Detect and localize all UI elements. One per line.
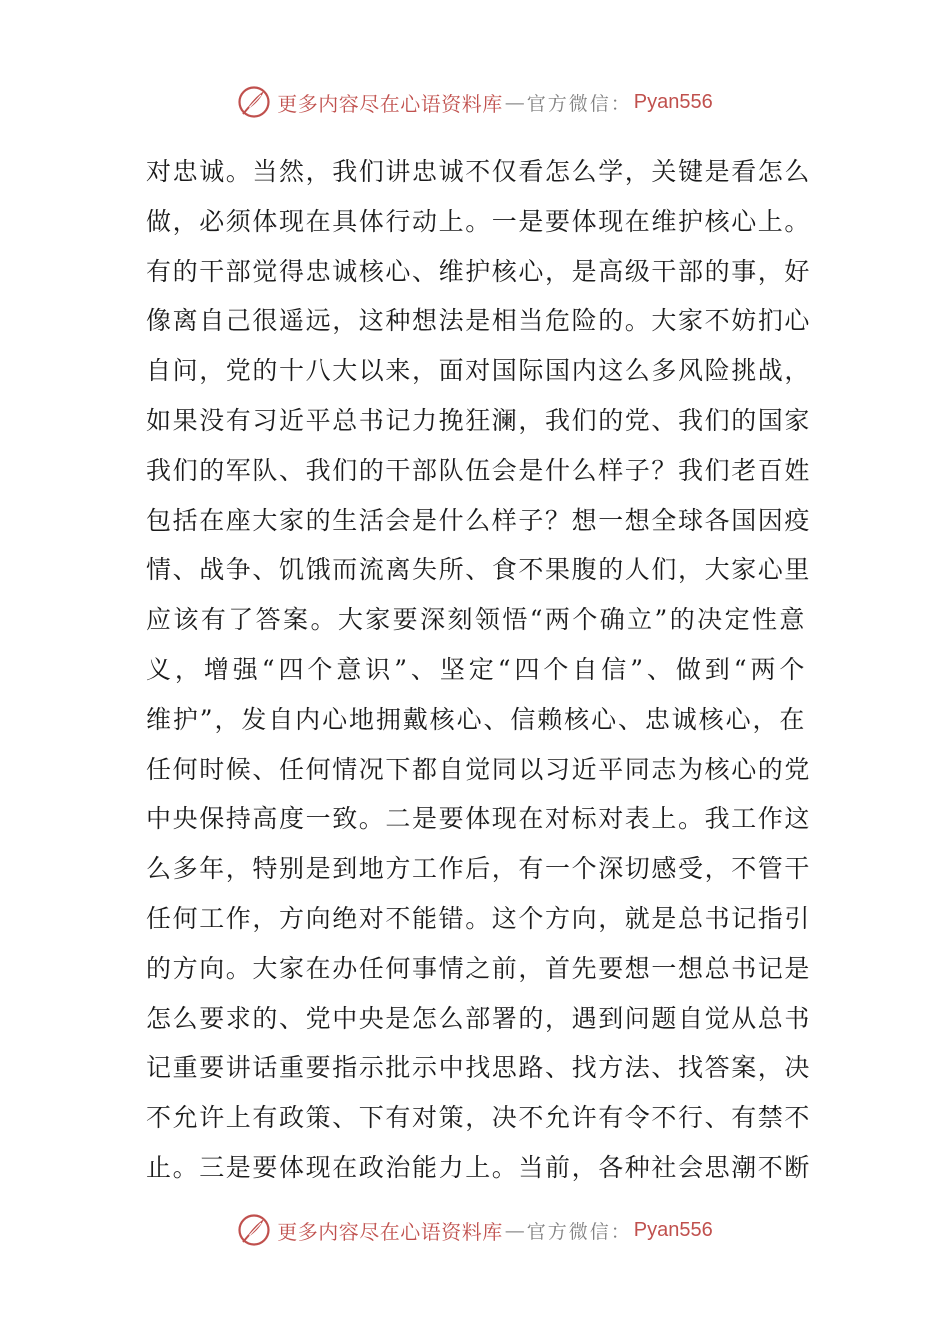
text-line: 维护”，发自内心地拥戴核心、信赖核心、忠诚核心，在 bbox=[146, 704, 806, 734]
text-line: 包括在座大家的生活会是什么样子？想一想全球各国因疫 bbox=[146, 505, 812, 535]
text-line: 如果没有习近平总书记力挽狂澜，我们的党、我们的国家 bbox=[146, 405, 812, 435]
wechat-id: Pyan556 bbox=[633, 1218, 713, 1241]
text-line: 有的干部觉得忠诚核心、维护核心，是高级干部的事，好 bbox=[146, 256, 812, 286]
wechat-label: 官方微信： bbox=[526, 1220, 632, 1243]
text-line: 情、战争、饥饿而流离失所、食不果腹的人们，大家心里 bbox=[146, 555, 812, 585]
text-line: 不允许上有政策、下有对策，决不允许有令不行、有禁不 bbox=[146, 1103, 812, 1133]
text-line: 像离自己很遥远，这种想法是相当危险的。大家不妨扪心 bbox=[146, 306, 812, 336]
promo-text: 更多内容尽在心语资料库 bbox=[277, 1219, 503, 1244]
text-line: 怎么要求的、党中央是怎么部署的，遇到问题自觉从总书 bbox=[146, 1003, 812, 1033]
text-line: 任何时候、任何情况下都自觉同以习近平同志为核心的党 bbox=[146, 754, 812, 784]
text-line: 中央保持高度一致。二是要体现在对标对表上。我工作这 bbox=[146, 804, 812, 834]
quill-logo-icon bbox=[237, 1213, 271, 1247]
text-line: 的方向。大家在办任何事情之前，首先要想一想总书记是 bbox=[146, 953, 812, 983]
text-line: 应该有了答案。大家要深刻领悟“两个确立”的决定性意 bbox=[146, 605, 806, 635]
separator-dash: — bbox=[504, 90, 525, 114]
separator-dash: — bbox=[504, 1218, 525, 1242]
wechat-id: Pyan556 bbox=[633, 90, 713, 113]
wechat-label: 官方微信： bbox=[526, 92, 632, 115]
text-line: 任何工作，方向绝对不能错。这个方向，就是总书记指引 bbox=[146, 903, 812, 933]
text-line: 么多年，特别是到地方工作后，有一个深切感受，不管干 bbox=[146, 854, 812, 884]
text-line: 做，必须体现在具体行动上。一是要体现在维护核心上。 bbox=[146, 206, 812, 236]
text-line: 止。三是要体现在政治能力上。当前，各种社会思潮不断 bbox=[146, 1152, 812, 1182]
text-line: 对忠诚。当然，我们讲忠诚不仅看怎么学，关键是看怎么 bbox=[146, 157, 812, 186]
promo-text: 更多内容尽在心语资料库 bbox=[277, 91, 503, 116]
text-line: 我们的军队、我们的干部队伍会是什么样子？我们老百姓 bbox=[146, 455, 812, 485]
text-line: 记重要讲话重要指示批示中找思路、找方法、找答案，决 bbox=[146, 1053, 812, 1083]
header-banner bbox=[0, 80, 950, 124]
text-line: 义，增强“四个意识”、坚定“四个自信”、做到“两个 bbox=[146, 654, 806, 684]
quill-logo-icon bbox=[237, 85, 271, 119]
document-body bbox=[146, 147, 812, 1193]
text-line: 自问，党的十八大以来，面对国际国内这么多风险挑战， bbox=[146, 356, 812, 386]
footer-banner bbox=[0, 1208, 950, 1252]
